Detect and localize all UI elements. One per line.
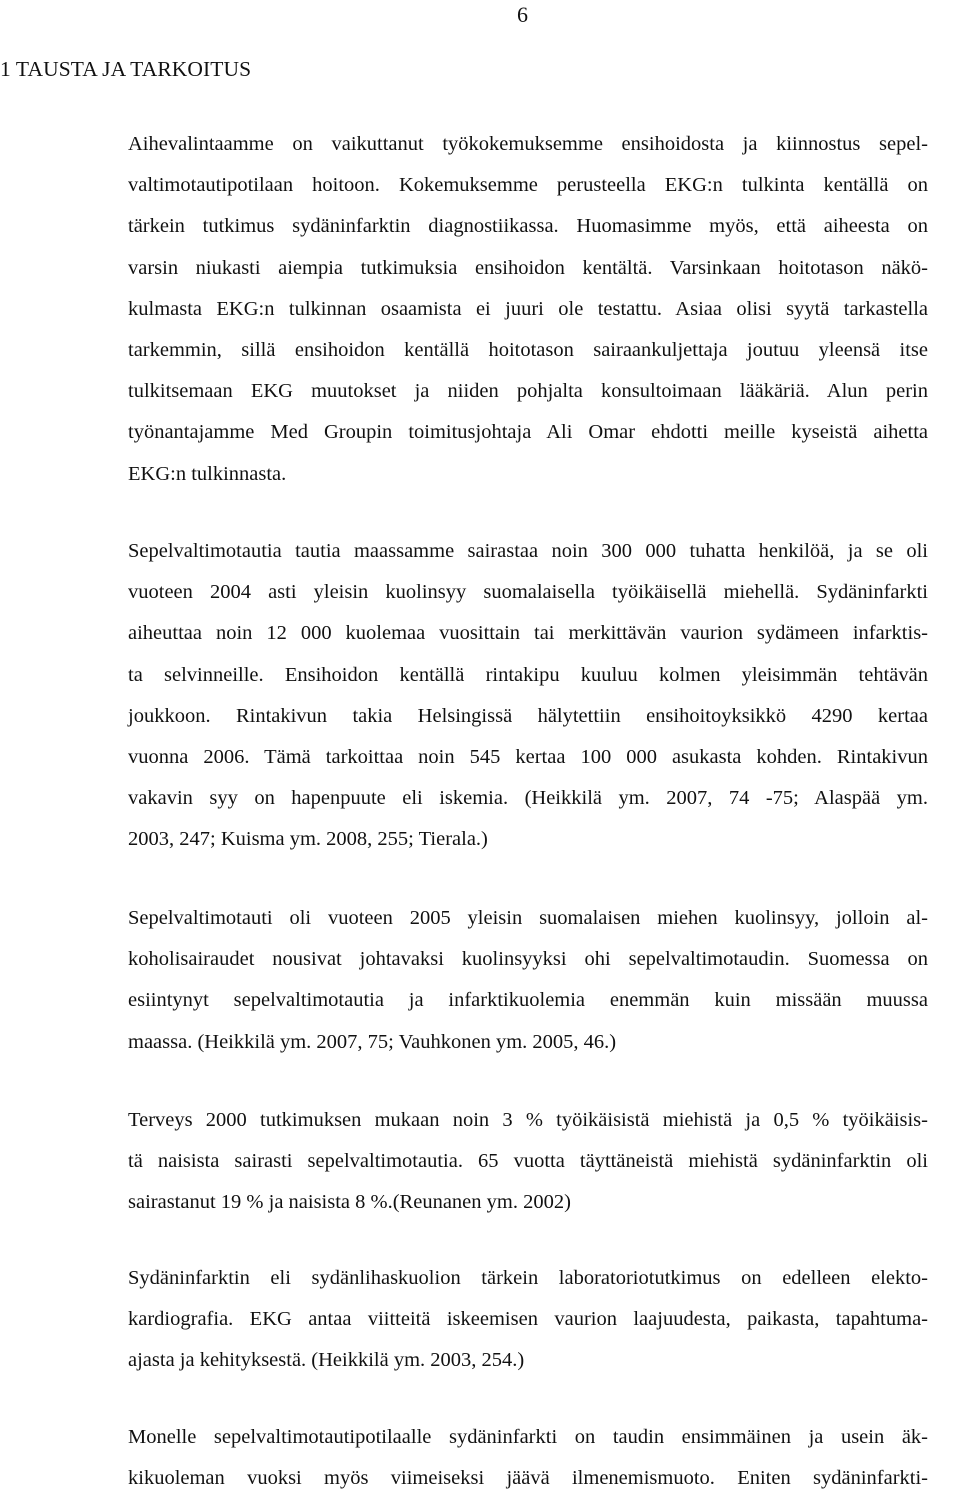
- text-line: Sydäninfarktin eli sydänlihaskuolion tärkein laboratoriotutkimus on edelleen elekto-: [128, 1267, 928, 1289]
- text-line: koholisairaudet nousivat johtavaksi kuolinsyyksi ohi sepelvaltimotaudin. Suomessa on: [128, 948, 928, 971]
- text-line: kulmasta EKG:n tulkinnan osaamista ei juuri ole testattu. Asiaa olisi syytä tarkastella: [128, 297, 928, 320]
- text-line: valtimotautipotilaan hoitoon. Kokemuksemme perusteella EKG:n tulkinta kentällä on: [128, 174, 928, 197]
- text-line: joukkoon. Rintakivun takia Helsingissä hälytettiin ensihoitoyksikkö 4290 kertaa: [128, 704, 928, 727]
- text-line: Sepelvaltimotautia tautia maassamme sairastaa noin 300 000 tuhatta henkilöä, ja se oli: [128, 540, 928, 562]
- text-line: tärkein tutkimus sydäninfarktin diagnostiikassa. Huomasimme myös, että aiheesta on: [128, 215, 928, 238]
- text-line: kikuoleman vuoksi myös viimeiseksi jäävä ilmenemismuoto. Eniten sydäninfarkti-: [128, 1467, 928, 1490]
- text-line: ajasta ja kehityksestä. (Heikkilä ym. 2003, 254.): [128, 1349, 525, 1372]
- text-line: Aihevalintaamme on vaikuttanut työkokemuksemme ensihoidosta ja kiinnostus sepel-: [128, 133, 928, 155]
- paragraph: [128, 898, 928, 1063]
- text-line: ta selvinneille. Ensihoidon kentällä rintakipu kuuluu kolmen yleisimmän tehtävän: [128, 663, 928, 686]
- text-line: aiheuttaa noin 12 000 kuolemaa vuosittain tai merkittävän vaurion sydämeen infarktis-: [128, 622, 928, 645]
- text-line: vuonna 2006. Tämä tarkoittaa noin 545 kertaa 100 000 asukasta kohden. Rintakivun: [128, 745, 928, 768]
- text-line: vuoteen 2004 asti yleisin kuolinsyy suomalaisella työikäisellä miehellä. Sydäninfarkti: [128, 581, 928, 604]
- text-line: sairastanut 19 % ja naisista 8 %.(Reunanen ym. 2002): [128, 1191, 571, 1214]
- text-line: esiintynyt sepelvaltimotautia ja infarktikuolemia enemmän kuin missään muussa: [128, 989, 928, 1012]
- text-line: tulkitsemaan EKG muutokset ja niiden pohjalta konsultoimaan lääkäriä. Alun perin: [128, 380, 928, 403]
- text-line: EKG:n tulkinnasta.: [128, 462, 287, 485]
- text-line: työnantajamme Med Groupin toimitusjohtaja Ali Omar ehdotti meille kyseistä aihetta: [128, 421, 928, 444]
- text-line: Monelle sepelvaltimotautipotilaalle sydäninfarkti on taudin ensimmäinen ja usein äk-: [128, 1426, 928, 1448]
- text-line: Terveys 2000 tutkimuksen mukaan noin 3 % työikäisistä miehistä ja 0,5 % työikäisis-: [128, 1109, 928, 1131]
- text-line: maassa. (Heikkilä ym. 2007, 75; Vauhkonen ym. 2005, 46.): [128, 1030, 617, 1053]
- paragraph: [128, 1417, 928, 1499]
- text-line: tä naisista sairasti sepelvaltimotautia. 65 vuotta täyttäneistä miehistä sydäninfarktin oli: [128, 1150, 928, 1173]
- text-line: varsin niukasti aiempia tutkimuksia ensihoidon kentältä. Varsinkaan hoitotason näkö-: [128, 256, 928, 279]
- paragraph: [128, 124, 928, 495]
- page-number: 6: [517, 2, 528, 27]
- section-heading: 1 TAUSTA JA TARKOITUS: [0, 57, 252, 81]
- text-line: vakavin syy on hapenpuute eli iskemia. (Heikkilä ym. 2007, 74 -75; Alaspää ym.: [128, 787, 928, 810]
- paragraph: [128, 531, 928, 861]
- paragraph: [128, 1258, 928, 1382]
- text-line: Sepelvaltimotauti oli vuoteen 2005 yleisin suomalaisen miehen kuolinsyy, jolloin al-: [128, 907, 928, 929]
- paragraph: [128, 1100, 928, 1224]
- text-line: kardiografia. EKG antaa viitteitä iskeemisen vaurion laajuudesta, paikasta, tapahtuma-: [128, 1308, 928, 1331]
- text-line: 2003, 247; Kuisma ym. 2008, 255; Tierala.): [128, 828, 488, 851]
- text-line: tarkemmin, sillä ensihoidon kentällä hoitotason sairaankuljettaja joutuu yleensä itse: [128, 338, 928, 361]
